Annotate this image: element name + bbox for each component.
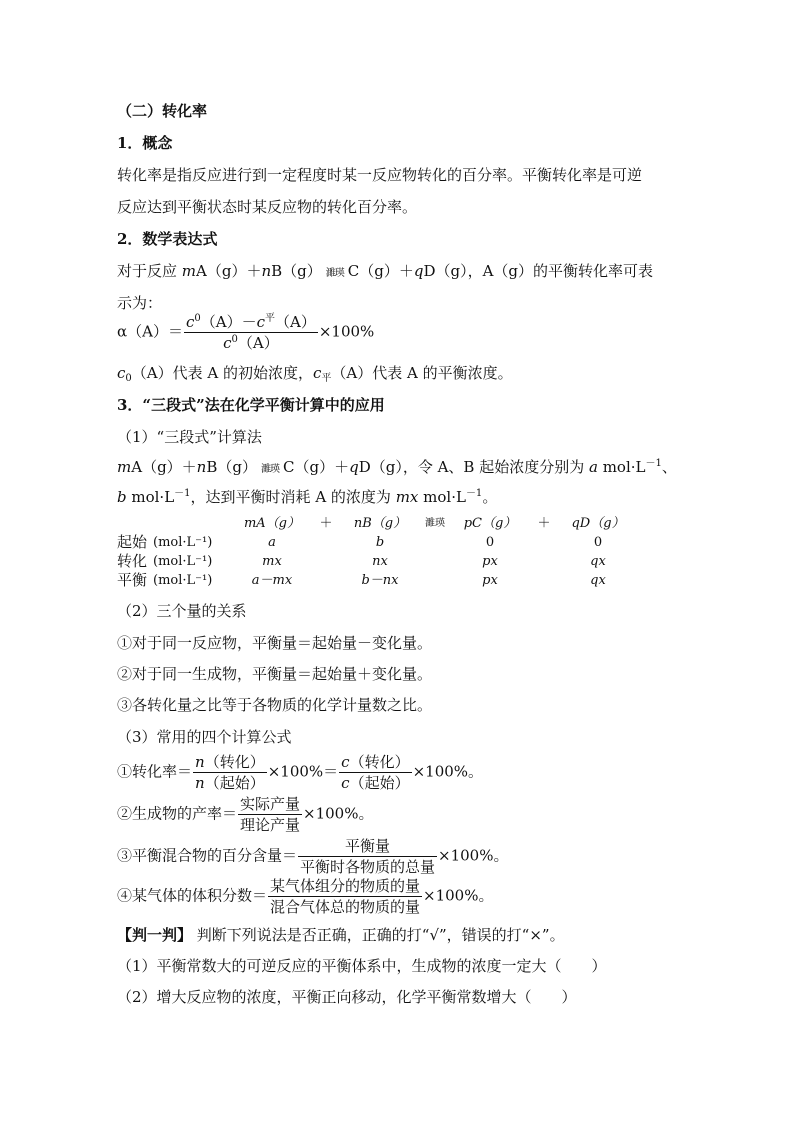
header-species-c: pC（g） [463, 516, 517, 531]
row-label: 转化 [117, 552, 148, 570]
row-unit: (mol·L⁻¹) [153, 554, 213, 569]
concentration-note: $c_0(A)$代表 A 的初始浓度，$c_平(A)$代表 A 的平衡浓度。 [117, 364, 513, 384]
header-species-d: qD（g） [571, 516, 625, 531]
relation-1: ①对于同一反应物，平衡量＝起始量－变化量。 [117, 634, 433, 652]
expression-heading: 2．数学表达式 [117, 230, 218, 248]
relation-3: ③各转化量之比等于各物质的化学计量数之比。 [117, 696, 433, 714]
header-plus: ＋ [319, 516, 333, 531]
header-species-b: nB（g） [353, 516, 407, 531]
table-header-row [117, 514, 633, 533]
three-stage-sub3: （3）常用的四个计算公式 [117, 728, 292, 746]
formula-yield: ②生成物的产率＝ $\frac{\text{实际产量}}{\text{理论产量}}$ ×100%。 [117, 795, 374, 834]
formula-conversion-rate: ①转化率＝ $\frac{\text{n（转化）}}{\text{n（起始）}}$ ×100%＝ $\frac{\text{c（转化）}}{\text{c（起始）}}$ ×100%。 [117, 753, 484, 792]
equilibrium-arrow: 濉瑛 [260, 464, 279, 475]
row-unit: (mol·L⁻¹) [153, 573, 213, 588]
concept-line-1: 转化率是指反应进行到一定程度时某一反应物转化的百分率。平衡转化率是可逆 [117, 166, 643, 184]
equilibrium-arrow: 濉瑛 [325, 268, 344, 279]
reaction-line: 对于反应 mA（g）＋nB（g） 濉瑛 C（g）＋qD（g），A（g）的平衡转化率可表 [117, 260, 653, 285]
three-stage-heading: 3．“三段式”法在化学平衡计算中的应用 [117, 396, 385, 414]
three-stage-sub1: （1）“三段式”计算法 [117, 428, 262, 446]
table-row: 转化 (mol·L⁻¹) mx nx px qx [117, 552, 606, 570]
header-plus: ＋ [537, 516, 551, 531]
row-label: 起始 [117, 533, 148, 551]
three-stage-desc-1: mA（g）＋nB（g） 濉瑛 C（g）＋qD（g），令 A、B 起始浓度分别为 a $mol\cdot L^{-1}$、 [117, 456, 677, 481]
formula-volume-fraction: ④某气体的体积分数＝ $\frac{\text{某气体组分的物质的量}}{\text{混合气体总的物质的量}}$ ×100%。 [117, 877, 494, 916]
formula-percentage-content: ③平衡混合物的百分含量＝ $\frac{\text{平衡量}}{\text{平衡时各物质的总量}}$ ×100%。 [117, 837, 509, 876]
alpha-formula: α（A）＝ $\frac{c^0(A)-c^平(A)}{c^0(A)}$ ×100% [117, 313, 375, 352]
three-stage-table [117, 514, 633, 590]
three-stage-sub2: （2）三个量的关系 [117, 602, 247, 620]
relation-2: ②对于同一生成物，平衡量＝起始量＋变化量。 [117, 665, 433, 683]
alpha-fraction: $\frac{c^0(A)-c^平(A)}{c^0(A)}$ [185, 313, 316, 352]
judge-question-2: （2）增大反应物的浓度，平衡正向移动，化学平衡常数增大（ ） [117, 988, 577, 1006]
concept-heading: 1．概念 [117, 134, 173, 152]
judge-instruction: 【判一判】 判断下列说法是否正确，正确的打“√”，错误的打“×”。 [117, 926, 565, 944]
equilibrium-arrow: 濉瑛 [425, 518, 445, 529]
judge-tag: 【判一判】 [117, 926, 193, 944]
header-species-a: mA（g） [243, 516, 301, 531]
expression-line-2: 示为： [117, 294, 163, 312]
section-title: （二）转化率 [117, 102, 208, 120]
row-label: 平衡 [117, 571, 148, 589]
row-unit: (mol·L⁻¹) [153, 535, 213, 550]
table-row: 平衡 (mol·L⁻¹) a－mx b－nx px qx [117, 571, 606, 589]
three-stage-desc-2: b $mol\cdot L^{-1}$，达到平衡时消耗 A 的浓度为 mx $mol\cdot L^{-1}$。 [117, 488, 498, 506]
table-row: 起始 (mol·L⁻¹) a b 0 0 [117, 533, 603, 551]
judge-question-1: （1）平衡常数大的可逆反应的平衡体系中，生成物的浓度一定大（ ） [117, 957, 607, 975]
concept-line-2: 反应达到平衡状态时某反应物的转化百分率。 [117, 198, 418, 216]
